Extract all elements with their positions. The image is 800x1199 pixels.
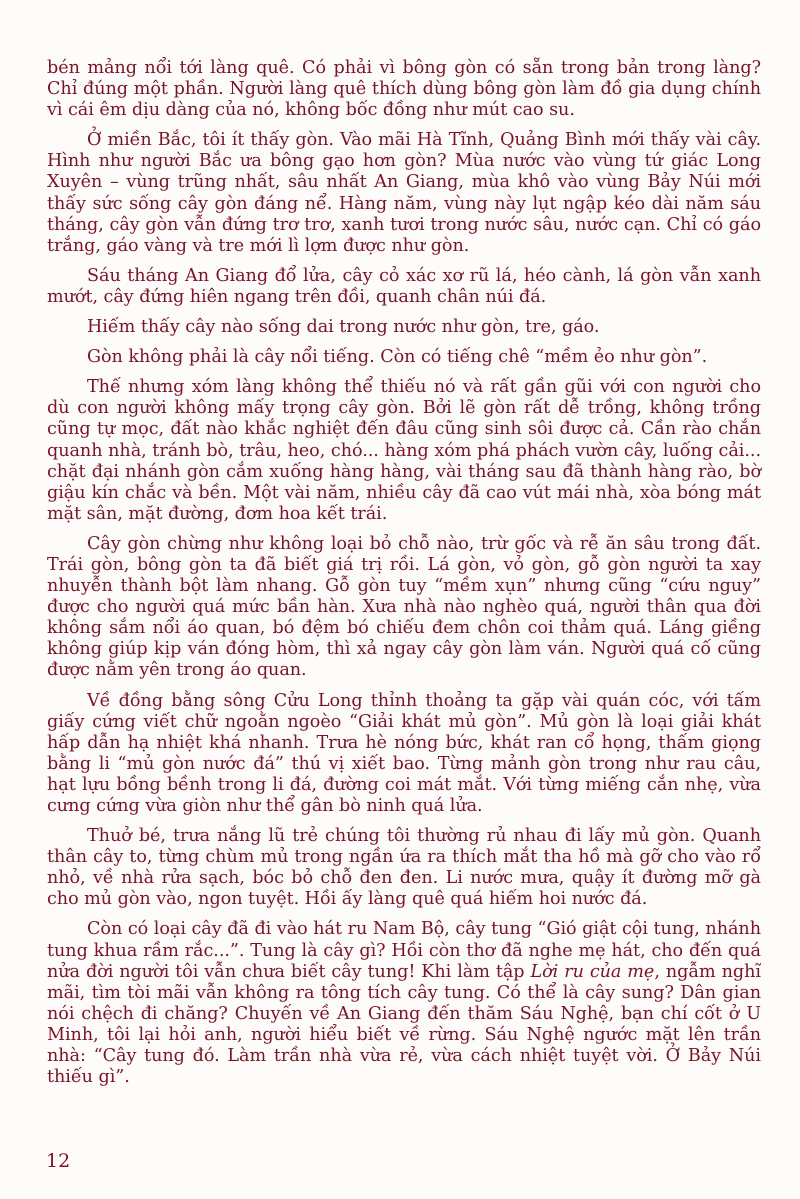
paragraph-9: Thuở bé, trưa nắng lũ trẻ chúng tôi thường rủ nhau đi lấy mủ gòn. Quanh thân cây to, từng chùm mủ trong ngần ứa ra thích mắt tha hồ mà gỡ cho vào rổ nhỏ, về nhà rửa sạch, bóc bỏ chỗ đen đen. Li nước mưa, quậy ít đường mỡ gà cho mủ gòn vào, ngon tuyệt. Hồi ấy làng quê quá hiếm hoi nước đá. [47, 826, 761, 910]
paragraph-4: Hiếm thấy cây nào sống dai trong nước như gòn, tre, gáo. [87, 317, 600, 338]
paragraph-6: Thế nhưng xóm làng không thể thiếu nó và rất gần gũi với con người cho dù con người không mấy trọng cây gòn. Bởi lẽ gòn rất dễ trồng, không trồng cũng tự mọc, đất nào khắc nghiệt đến đâu cũng sinh sôi được cả. Cần rào chắn quanh nhà, tránh bò, trâu, heo, chó... hàng xóm phá phách vườn cây, luống cải... chặt đại nhánh gòn cắm xuống hàng hàng, vài tháng sau đã thành hàng rào, bờ giậu kín chắc và bền. Một vài năm, nhiều cây đã cao vút mái nhà, xòa bóng mát mặt sân, mặt đường, đơm hoa kết trái. [47, 377, 761, 524]
paragraph-7: Cây gòn chừng như không loại bỏ chỗ nào, trừ gốc và rễ ăn sâu trong đất. Trái gòn, bông gòn ta đã biết giá trị rồi. Lá gòn, vỏ gòn, gỗ gòn người ta xay nhuyễn thành bột làm nhang. Gỗ gòn tuy “mềm xụn” nhưng cũng “cứu nguy” được cho người quá mức bần hàn. Xưa nhà nào nghèo quá, người thân qua đời không sắm nổi áo quan, bó đệm bó chiếu đem chôn coi thảm quá. Láng giềng không giúp kịp ván đóng hòm, thì xả ngay cây gòn làm ván. Người quá cố cũng được nằm yên trong áo quan. [47, 533, 761, 681]
body-text [47, 58, 761, 1097]
paragraph-10 [47, 919, 761, 1088]
page-number: 12 [46, 1150, 71, 1172]
paragraph-10-part-1: Còn có loại cây đã đi vào hát ru Nam Bộ, cây tung “Gió giật cội tung, nhánh tung khua rầm rắc...”. Tung là cây gì? Hồi còn thơ đã nghe mẹ hát, cho đến quá nửa đời người tôi vẫn chưa biết cây tung! Khi làm tập [47, 919, 761, 982]
paragraph-8: Về đồng bằng sông Cửu Long thỉnh thoảng ta gặp vài quán cóc, với tấm giấy cứng viết chữ ngoằn ngoèo “Giải khát mủ gòn”. Mủ gòn là loại giải khát hấp dẫn hạ nhiệt khá nhanh. Trưa hè nóng bức, khát ran cổ họng, thấm giọng bằng li “mủ gòn nước đá” thú vị xiết bao. Từng mảnh gòn trong như rau câu, hạt lựu bồng bềnh trong li đá, đường coi mát mắt. Với từng miếng cắn nhẹ, vừa cưng cứng vừa giòn như thể gân bò ninh quá lửa. [47, 690, 761, 816]
paragraph-3: Sáu tháng An Giang đổ lửa, cây cỏ xác xơ rũ lá, héo cành, lá gòn vẫn xanh mướt, cây đứng hiên ngang trên đồi, quanh chân núi đá. [47, 265, 761, 307]
paragraph-5: Gòn không phải là cây nổi tiếng. Còn có tiếng chê “mềm ẻo như gòn”. [87, 347, 708, 368]
paragraph-10-part-2: , ngẫm nghĩ mãi, tìm tòi mãi vẫn không ra tông tích cây tung. Có thể là cây sung? Dân gian nói chệch đi chăng? Chuyến về An Giang đến thăm Sáu Nghệ, bạn chí cốt ở U Minh, tôi lại hỏi anh, người hiểu biết về rừng. Sáu Nghệ ngước mặt lên trần nhà: “Cây tung đó. Làm trần nhà vừa rẻ, vừa cách nhiệt tuyệt vời. Ở Bảy Núi thiếu gì”. [47, 961, 761, 1088]
paragraph-2: Ở miền Bắc, tôi ít thấy gòn. Vào mãi Hà Tĩnh, Quảng Bình mới thấy vài cây. Hình như người Bắc ưa bông gạo hơn gòn? Mùa nước vào vùng tứ giác Long Xuyên – vùng trũng nhất, sâu nhất An Giang, mùa khô vào vùng Bảy Núi mới thấy sức sống cây gòn đáng nể. Hàng năm, vùng này lụt ngập kéo dài năm sáu tháng, cây gòn vẫn đứng trơ trơ, xanh tươi trong nước sâu, nước cạn. Chỉ có gáo trắng, gáo vàng và tre mới lì lợm được như gòn. [47, 130, 761, 256]
book-title-italic: Lời ru của mẹ [530, 961, 655, 982]
paragraph-1: bén mảng nổi tới làng quê. Có phải vì bông gòn có sẵn trong bản trong làng? Chỉ đúng một phần. Người làng quê thích dùng bông gòn làm đồ gia dụng chính vì cái êm dịu dàng của nó, không bốc đồng như mút cao su. [47, 58, 761, 121]
